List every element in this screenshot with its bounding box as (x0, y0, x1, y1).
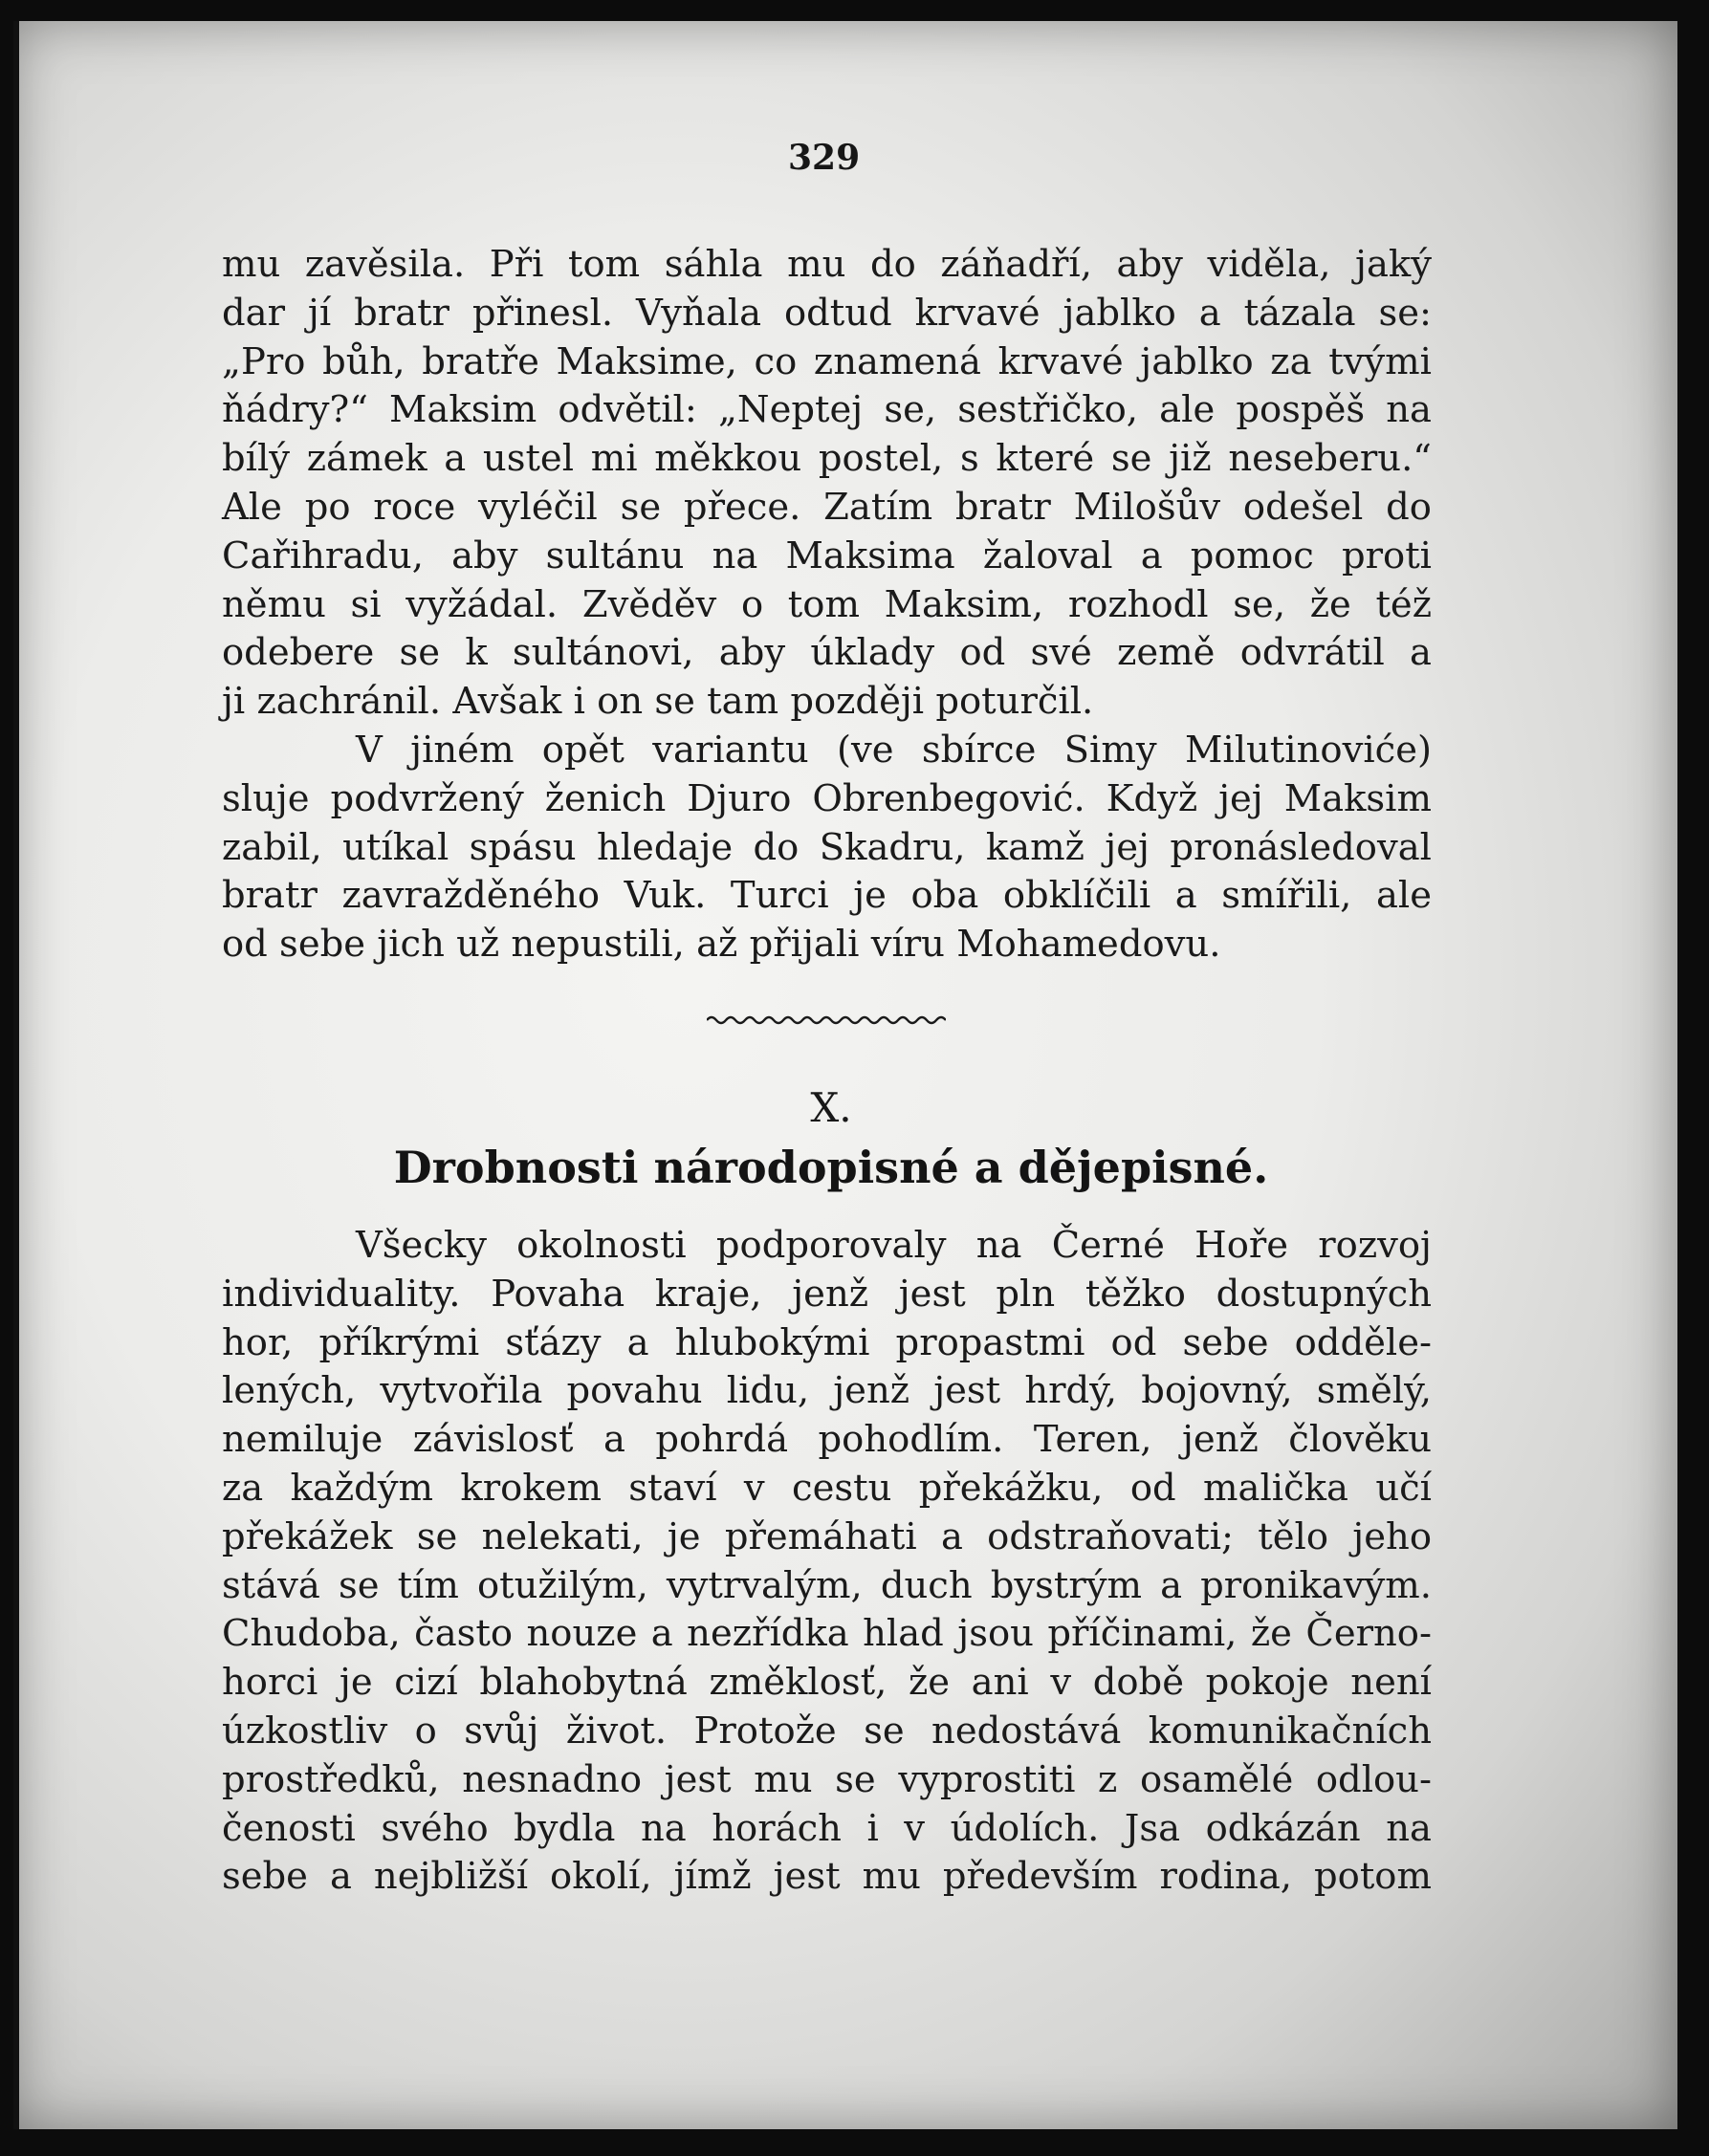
text-line: individuality. Povaha kraje, jenž jest pln těžko dostupných (222, 1272, 1432, 1316)
text-line: prostředků, nesnadno jest mu se vyprostiti z osamělé odlou- (222, 1757, 1432, 1801)
text-line: V jiném opět variantu (ve sbírce Simy Milutinoviće) (356, 729, 1432, 772)
text-line: Ale po roce vyléčil se přece. Zatím bratr Milošův odešel do (222, 485, 1432, 529)
text-line: bratr zavražděného Vuk. Turci je oba obklíčili a smířili, ale (222, 874, 1432, 918)
text-line: lených, vytvořila povahu lidu, jenž jest hrdý, bojovný, smělý, (222, 1369, 1432, 1413)
text-line: odebere se k sultánovi, aby úklady od své země odvrátil a (222, 631, 1432, 675)
text-line: „Pro bůh, bratře Maksime, co znamená krvavé jablko za tvými (222, 339, 1432, 383)
text-line: sebe a nejbližší okolí, jímž jest mu především rodina, potom (222, 1855, 1432, 1899)
text-line: Všecky okolnosti podporovaly na Černé Hoře rozvoj (356, 1224, 1432, 1267)
chapter-number: X. (810, 1084, 852, 1131)
text-line: mu zavěsila. Při tom sáhla mu do záňadří, aby viděla, jaký (222, 243, 1432, 286)
text-line: nemiluje závislosť a pohrdá pohodlím. Teren, jenž člověku (222, 1418, 1432, 1462)
text-line: od sebe jich už nepustili, až přijali víru Mohamedovu. (222, 923, 1221, 967)
text-line: Cařihradu, aby sultánu na Maksima žaloval a pomoc proti (222, 534, 1432, 577)
text-line: zabil, utíkal spásu hledaje do Skadru, kamž jej pronásledoval (222, 825, 1432, 869)
text-line: úzkostliv o svůj život. Protože se nedostává komunikačních (222, 1709, 1432, 1753)
chapter-title: Drobnosti národopisné a dějepisné. (393, 1142, 1269, 1193)
paragraph-1 (222, 241, 1432, 727)
page-number: 329 (788, 138, 861, 178)
text-line: ňádry?“ Maksim odvětil: „Neptej se, sestřičko, ale pospěš na (222, 388, 1432, 432)
text-line: Chudoba, často nouze a nezřídka hlad jsou příčinami, že Černo- (222, 1612, 1432, 1656)
text-line: ji zachránil. Avšak i on se tam později poturčil. (222, 680, 1094, 724)
text-line: za každým krokem staví v cestu překážku, od malička učí (222, 1466, 1432, 1510)
text-line: bílý zámek a ustel mi měkkou postel, s které se již neseberu.“ (222, 437, 1432, 481)
text-line: čenosti svého bydla na horách i v údolích. Jsa odkázán na (222, 1806, 1432, 1850)
text-line: hor, příkrými sťázy a hlubokými propastmi od sebe odděle- (222, 1320, 1432, 1364)
book-page (13, 21, 1677, 2129)
text-line: překážek se nelekati, je přemáhati a odstraňovati; tělo jeho (222, 1514, 1432, 1558)
paragraph-2 (222, 727, 1432, 969)
text-line: horci je cizí blahobytná změklosť, že ani v době pokoje není (222, 1661, 1432, 1705)
book-spine-edge (13, 21, 19, 2129)
text-line: němu si vyžádal. Zvěděv o tom Maksim, rozhodl se, že též (222, 582, 1432, 626)
text-line: sluje podvržený ženich Djuro Obrenbegović. Když jej Maksim (222, 776, 1432, 820)
paragraph-3 (222, 1222, 1432, 1902)
text-line: dar jí bratr přinesl. Vyňala odtud krvavé jablko a tázala se: (222, 291, 1432, 335)
text-line: stává se tím otužilým, vytrvalým, duch bystrým a pronikavým. (222, 1563, 1432, 1607)
wavy-divider-ornament (707, 1013, 946, 1027)
